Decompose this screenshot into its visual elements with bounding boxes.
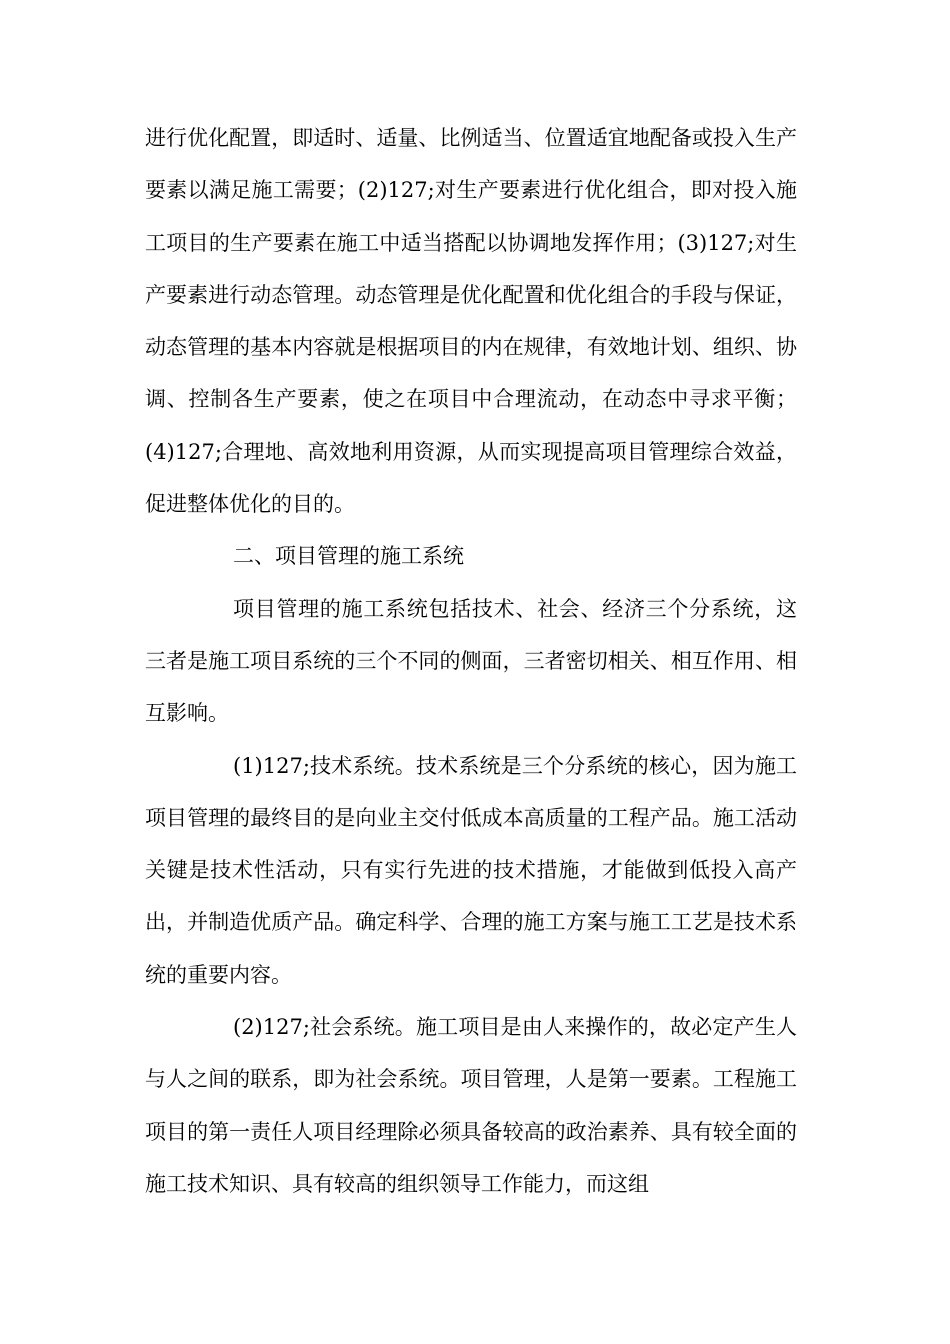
paragraph-social-system: (2)127;社会系统。施工项目是由人来操作的，故必定产生人与人之间的联系，即为社会系统。项目管理，人是第一要素。工程施工项目的第一责任人项目经理除必须具备较高的政治素养、具有较全面的施工技术知识、具有较高的组织领导工作能力，而这组 xyxy=(145,1015,797,1196)
paragraph-resource-optimization: 进行优化配置，即适时、适量、比例适当、位置适宜地配备或投入生产要素以满足施工需要；(2)127;对生产要素进行优化组合，即对投入施工项目的生产要素在施工中适当搭配以协调地发挥作用；(3)127;对生产要素进行动态管理。动态管理是优化配置和优化组合的手段与保证，动态管理的基本内容就是根据项目的内在规律，有效地计划、组织、协调、控制各生产要素，使之在项目中合理流动，在动态中寻求平衡；(4)127;合理地、高效地利用资源，从而实现提高项目管理综合效益，促进整体优化的目的。 xyxy=(145,126,797,517)
document-body xyxy=(145,112,797,1210)
paragraph-system-overview: 项目管理的施工系统包括技术、社会、经济三个分系统，这三者是施工项目系统的三个不同的侧面，三者密切相关、相互作用、相互影响。 xyxy=(145,596,797,726)
section-heading-construction-system: 二、项目管理的施工系统 xyxy=(233,544,464,569)
paragraph-technical-system: (1)127;技术系统。技术系统是三个分系统的核心，因为施工项目管理的最终目的是向业主交付低成本高质量的工程产品。施工活动关键是技术性活动，只有实行先进的技术措施，才能做到低投入高产出，并制造优质产品。确定科学、合理的施工方案与施工工艺是技术系统的重要内容。 xyxy=(145,753,797,987)
